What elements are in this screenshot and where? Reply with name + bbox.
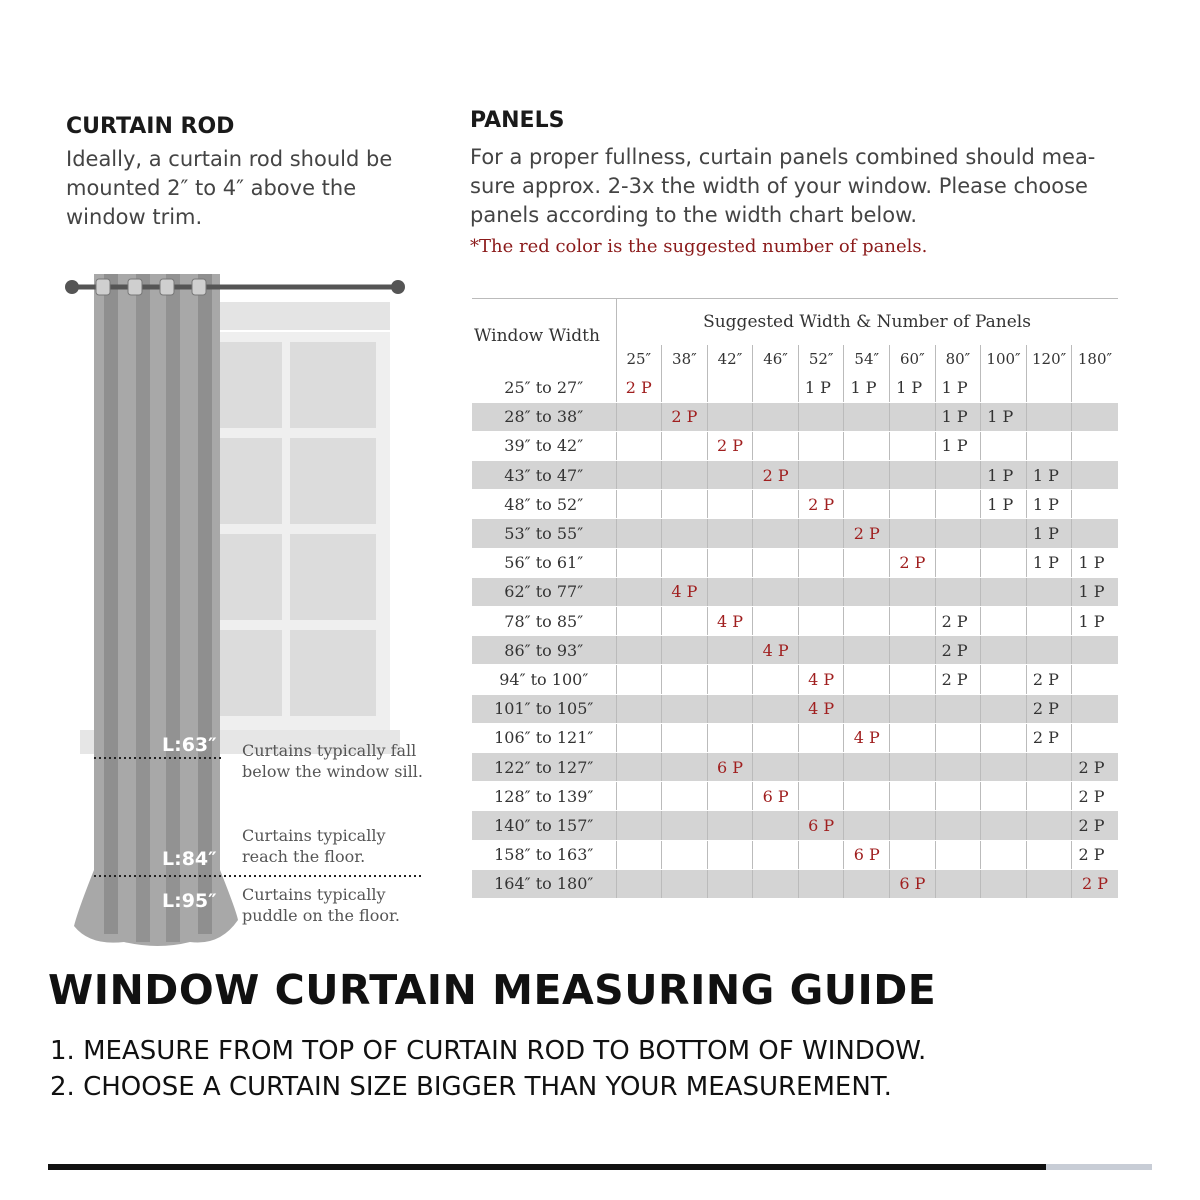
panel-count-cell xyxy=(707,782,753,811)
panel-count-cell: 2 P xyxy=(662,402,708,431)
curtain-rod-heading: CURTAIN ROD xyxy=(66,114,235,139)
panel-count-cell: 2 P xyxy=(935,607,981,636)
panel-count-cell xyxy=(753,607,799,636)
panel-count-cell: 1 P xyxy=(981,402,1027,431)
panel-count-cell: 2 P xyxy=(1026,723,1072,752)
panel-count-cell xyxy=(662,665,708,694)
panel-count-cell xyxy=(753,869,799,898)
panel-count-cell: 4 P xyxy=(707,607,753,636)
panel-count-cell xyxy=(798,461,844,490)
panel-count-cell xyxy=(798,431,844,460)
panel-count-cell xyxy=(981,723,1027,752)
window-width-range: 164″ to 180″ xyxy=(472,869,616,898)
panel-count-cell xyxy=(935,869,981,898)
bottom-rule-accent xyxy=(1046,1164,1152,1170)
panel-count-cell xyxy=(753,752,799,781)
curtain-rod-section xyxy=(66,114,446,232)
panel-count-cell xyxy=(1072,461,1118,490)
panel-count-cell xyxy=(844,752,890,781)
panel-count-cell xyxy=(981,431,1027,460)
panel-count-cell: 2 P xyxy=(1072,811,1118,840)
panel-count-cell xyxy=(753,723,799,752)
panel-count-cell: 1 P xyxy=(1072,577,1118,606)
panel-count-cell xyxy=(662,373,708,402)
panel-count-cell xyxy=(844,607,890,636)
panel-count-cell xyxy=(798,840,844,869)
panels-heading: PANELS xyxy=(470,108,565,133)
panel-count-cell: 4 P xyxy=(798,694,844,723)
panel-count-cell xyxy=(844,577,890,606)
panel-count-cell xyxy=(662,752,708,781)
panel-count-cell xyxy=(798,636,844,665)
guide-step-2: 2. CHOOSE A CURTAIN SIZE BIGGER THAN YOUR MEASUREMENT. xyxy=(50,1072,892,1102)
panel-count-cell: 6 P xyxy=(707,752,753,781)
panel-count-cell xyxy=(662,694,708,723)
panel-count-cell xyxy=(844,811,890,840)
panel-count-cell xyxy=(798,869,844,898)
panel-count-cell xyxy=(844,431,890,460)
guide-title: WINDOW CURTAIN MEASURING GUIDE xyxy=(48,966,937,1014)
panel-count-cell: 4 P xyxy=(662,577,708,606)
panel-count-cell xyxy=(1072,694,1118,723)
table-row xyxy=(472,577,1118,606)
panel-count-cell xyxy=(890,665,936,694)
window-width-range: 128″ to 139″ xyxy=(472,782,616,811)
window-width-range: 43″ to 47″ xyxy=(472,461,616,490)
panel-count-cell xyxy=(753,402,799,431)
panel-count-cell: 4 P xyxy=(844,723,890,752)
panel-count-cell xyxy=(616,840,662,869)
panel-count-cell xyxy=(890,461,936,490)
table-row xyxy=(472,402,1118,431)
panel-count-cell xyxy=(707,402,753,431)
panel-count-cell xyxy=(1026,811,1072,840)
panel-count-cell xyxy=(616,723,662,752)
table-row xyxy=(472,636,1118,665)
panel-width-header: 80″ xyxy=(935,345,981,373)
length-callout-63: Curtains typically fall below the window sill. xyxy=(242,741,423,781)
window-width-range: 62″ to 77″ xyxy=(472,577,616,606)
panel-count-cell xyxy=(935,519,981,548)
suggested-width-header: Suggested Width & Number of Panels xyxy=(616,299,1118,346)
panel-count-cell xyxy=(1026,373,1072,402)
panel-count-cell xyxy=(707,665,753,694)
panel-count-cell: 1 P xyxy=(798,373,844,402)
panels-section xyxy=(470,108,1170,257)
panel-count-cell xyxy=(935,490,981,519)
panel-width-header: 46″ xyxy=(753,345,799,373)
panel-count-cell xyxy=(753,548,799,577)
panel-count-cell xyxy=(1072,519,1118,548)
panel-count-cell xyxy=(662,607,708,636)
panel-count-cell: 2 P xyxy=(1026,665,1072,694)
panel-count-cell xyxy=(981,782,1027,811)
panel-count-cell xyxy=(1072,636,1118,665)
panel-count-cell xyxy=(662,431,708,460)
panel-count-cell xyxy=(890,694,936,723)
table-row xyxy=(472,752,1118,781)
panel-count-cell xyxy=(844,869,890,898)
panel-count-cell xyxy=(707,461,753,490)
panel-count-cell xyxy=(662,519,708,548)
panel-count-cell xyxy=(844,402,890,431)
panel-count-cell: 2 P xyxy=(935,636,981,665)
panel-count-cell xyxy=(662,811,708,840)
panel-width-header: 60″ xyxy=(890,345,936,373)
panel-count-cell: 6 P xyxy=(844,840,890,869)
panel-count-cell xyxy=(707,636,753,665)
panel-count-cell: 1 P xyxy=(844,373,890,402)
panel-count-cell: 2 P xyxy=(707,431,753,460)
table-row xyxy=(472,461,1118,490)
table-row xyxy=(472,607,1118,636)
panel-count-cell xyxy=(1026,402,1072,431)
panel-count-cell: 4 P xyxy=(798,665,844,694)
window-width-range: 158″ to 163″ xyxy=(472,840,616,869)
table-row xyxy=(472,782,1118,811)
window-width-range: 140″ to 157″ xyxy=(472,811,616,840)
panel-count-cell xyxy=(844,694,890,723)
panel-count-cell: 1 P xyxy=(1072,548,1118,577)
panel-count-cell xyxy=(616,577,662,606)
panel-count-cell xyxy=(616,665,662,694)
panel-count-cell xyxy=(753,665,799,694)
panel-count-cell: 1 P xyxy=(935,373,981,402)
panel-count-cell xyxy=(981,665,1027,694)
panel-count-cell xyxy=(798,577,844,606)
panel-count-cell xyxy=(616,431,662,460)
panel-count-cell: 2 P xyxy=(753,461,799,490)
panel-count-cell xyxy=(616,752,662,781)
panel-count-cell xyxy=(1072,373,1118,402)
table-row xyxy=(472,811,1118,840)
window-width-range: 86″ to 93″ xyxy=(472,636,616,665)
panel-count-cell xyxy=(890,431,936,460)
panel-count-cell xyxy=(1026,840,1072,869)
length-label-63: L:63″ xyxy=(162,734,217,756)
panel-count-cell xyxy=(616,519,662,548)
length-callout-84: Curtains typically reach the floor. xyxy=(242,826,386,866)
table-row xyxy=(472,723,1118,752)
panel-count-cell xyxy=(935,752,981,781)
panel-count-cell xyxy=(707,490,753,519)
panel-count-cell xyxy=(1026,607,1072,636)
panel-count-cell xyxy=(1026,431,1072,460)
panel-count-cell xyxy=(844,665,890,694)
panel-count-cell xyxy=(1026,577,1072,606)
panel-count-cell xyxy=(844,636,890,665)
panel-count-cell xyxy=(616,402,662,431)
panel-count-cell: 1 P xyxy=(935,402,981,431)
panel-count-cell xyxy=(753,577,799,606)
guide-step-1: 1. MEASURE FROM TOP OF CURTAIN ROD TO BOTTOM OF WINDOW. xyxy=(50,1036,927,1066)
window-width-range: 28″ to 38″ xyxy=(472,402,616,431)
panel-count-cell xyxy=(844,461,890,490)
panel-count-cell xyxy=(707,577,753,606)
panel-count-cell xyxy=(981,636,1027,665)
window-width-range: 25″ to 27″ xyxy=(472,373,616,402)
panel-count-cell xyxy=(890,402,936,431)
panel-width-header: 120″ xyxy=(1026,345,1072,373)
panel-count-cell xyxy=(616,694,662,723)
suggested-panels-note: *The red color is the suggested number of panels. xyxy=(470,236,928,257)
panel-count-cell xyxy=(935,782,981,811)
window-width-range: 101″ to 105″ xyxy=(472,694,616,723)
panel-count-cell xyxy=(1072,402,1118,431)
panel-count-cell xyxy=(753,811,799,840)
width-chart xyxy=(472,298,1118,899)
panel-count-cell xyxy=(890,840,936,869)
panel-count-cell xyxy=(707,840,753,869)
panel-count-cell: 1 P xyxy=(890,373,936,402)
window-width-range: 78″ to 85″ xyxy=(472,607,616,636)
panel-count-cell xyxy=(798,723,844,752)
panel-count-cell: 1 P xyxy=(1072,607,1118,636)
panel-count-cell xyxy=(616,490,662,519)
length-label-84: L:84″ xyxy=(162,848,217,870)
panel-count-cell xyxy=(1072,431,1118,460)
panel-count-cell xyxy=(707,519,753,548)
window-width-range: 122″ to 127″ xyxy=(472,752,616,781)
panel-count-cell xyxy=(662,723,708,752)
panel-count-cell xyxy=(935,461,981,490)
panel-count-cell xyxy=(890,519,936,548)
panel-width-header: 52″ xyxy=(798,345,844,373)
panel-count-cell xyxy=(890,490,936,519)
panel-count-cell xyxy=(662,636,708,665)
panel-count-cell xyxy=(753,840,799,869)
panel-count-cell: 1 P xyxy=(981,490,1027,519)
panel-count-cell: 1 P xyxy=(1026,519,1072,548)
window-width-range: 39″ to 42″ xyxy=(472,431,616,460)
panel-count-cell xyxy=(616,811,662,840)
panel-count-cell xyxy=(981,811,1027,840)
panel-count-cell: 1 P xyxy=(981,461,1027,490)
panel-count-cell: 1 P xyxy=(935,431,981,460)
table-row xyxy=(472,548,1118,577)
window-width-range: 94″ to 100″ xyxy=(472,665,616,694)
panel-count-cell: 6 P xyxy=(890,869,936,898)
window-width-range: 106″ to 121″ xyxy=(472,723,616,752)
panel-count-cell xyxy=(707,811,753,840)
panel-count-cell xyxy=(935,840,981,869)
panel-count-cell xyxy=(981,869,1027,898)
panel-count-cell xyxy=(1072,723,1118,752)
panel-count-cell xyxy=(981,548,1027,577)
panel-count-cell xyxy=(935,694,981,723)
panel-count-cell xyxy=(616,869,662,898)
window-width-header: Window Width xyxy=(472,299,616,374)
panel-width-header: 38″ xyxy=(662,345,708,373)
panel-count-cell xyxy=(798,607,844,636)
panel-count-cell xyxy=(798,402,844,431)
panel-count-cell xyxy=(662,869,708,898)
panel-count-cell: 2 P xyxy=(935,665,981,694)
panel-count-cell xyxy=(1026,752,1072,781)
panel-count-cell xyxy=(753,694,799,723)
table-body xyxy=(472,373,1118,898)
table-row xyxy=(472,431,1118,460)
table-row xyxy=(472,869,1118,898)
panel-count-cell xyxy=(1072,490,1118,519)
panel-count-cell xyxy=(616,636,662,665)
length-label-95: L:95″ xyxy=(162,890,217,912)
panel-count-cell xyxy=(890,723,936,752)
panel-width-header: 42″ xyxy=(707,345,753,373)
panel-count-cell: 2 P xyxy=(1072,840,1118,869)
panel-count-cell xyxy=(981,840,1027,869)
panel-count-cell xyxy=(662,461,708,490)
panel-count-cell: 2 P xyxy=(1026,694,1072,723)
panel-count-cell xyxy=(1026,636,1072,665)
panel-count-cell xyxy=(890,577,936,606)
panel-count-cell xyxy=(798,548,844,577)
panel-count-cell xyxy=(662,782,708,811)
panel-count-cell xyxy=(844,548,890,577)
panel-count-cell xyxy=(844,490,890,519)
panel-width-header: 180″ xyxy=(1072,345,1118,373)
table-row xyxy=(472,490,1118,519)
panel-count-cell xyxy=(753,431,799,460)
panel-count-cell xyxy=(1026,869,1072,898)
panel-count-cell: 1 P xyxy=(1026,490,1072,519)
window-width-range: 56″ to 61″ xyxy=(472,548,616,577)
panel-count-cell: 2 P xyxy=(1072,869,1118,898)
panel-count-cell xyxy=(753,490,799,519)
panel-count-cell xyxy=(890,752,936,781)
panel-count-cell xyxy=(890,607,936,636)
curtain-rod-description: Ideally, a curtain rod should be mounted 2″ to 4″ above the window trim. xyxy=(66,147,393,229)
panel-count-cell xyxy=(935,577,981,606)
panel-count-cell xyxy=(890,811,936,840)
panel-count-cell xyxy=(981,519,1027,548)
panel-count-cell xyxy=(935,548,981,577)
panel-count-cell xyxy=(662,840,708,869)
table-row xyxy=(472,373,1118,402)
panel-count-cell xyxy=(935,723,981,752)
panel-count-cell: 2 P xyxy=(616,373,662,402)
table-row xyxy=(472,694,1118,723)
panel-count-cell xyxy=(616,607,662,636)
panel-count-cell: 6 P xyxy=(753,782,799,811)
panel-count-cell xyxy=(890,782,936,811)
panel-count-cell: 1 P xyxy=(1026,461,1072,490)
panel-width-header: 54″ xyxy=(844,345,890,373)
length-callout-95: Curtains typically puddle on the floor. xyxy=(242,885,400,925)
panel-count-cell: 2 P xyxy=(844,519,890,548)
panel-count-cell xyxy=(981,373,1027,402)
window-width-range: 48″ to 52″ xyxy=(472,490,616,519)
panel-count-cell: 2 P xyxy=(798,490,844,519)
panel-count-cell xyxy=(707,723,753,752)
panel-count-cell: 6 P xyxy=(798,811,844,840)
panel-count-cell xyxy=(707,373,753,402)
panel-count-cell xyxy=(616,782,662,811)
panel-count-cell xyxy=(981,607,1027,636)
panel-count-cell xyxy=(981,752,1027,781)
panel-width-header: 25″ xyxy=(616,345,662,373)
table-row xyxy=(472,665,1118,694)
panel-count-cell: 2 P xyxy=(1072,782,1118,811)
panels-description: For a proper fullness, curtain panels combined should mea- sure approx. 2-3x the width of your window. Please choose panels according to the width chart below. xyxy=(470,145,1096,227)
panel-count-cell xyxy=(662,548,708,577)
panel-count-cell: 1 P xyxy=(1026,548,1072,577)
panel-count-cell xyxy=(707,548,753,577)
table-row xyxy=(472,840,1118,869)
panel-count-cell xyxy=(616,548,662,577)
panel-count-cell xyxy=(616,461,662,490)
panel-count-cell xyxy=(890,636,936,665)
panel-count-cell: 4 P xyxy=(753,636,799,665)
width-table xyxy=(472,298,1118,899)
panel-count-cell xyxy=(981,577,1027,606)
panel-count-cell xyxy=(844,782,890,811)
window-width-range: 53″ to 55″ xyxy=(472,519,616,548)
panel-count-cell xyxy=(798,752,844,781)
panel-count-cell xyxy=(981,694,1027,723)
panel-count-cell xyxy=(798,519,844,548)
panel-count-cell: 2 P xyxy=(1072,752,1118,781)
panel-count-cell xyxy=(1072,665,1118,694)
panel-count-cell xyxy=(753,373,799,402)
panel-count-cell xyxy=(798,782,844,811)
panel-count-cell xyxy=(707,869,753,898)
bottom-rule xyxy=(48,1164,1046,1170)
panel-count-cell: 2 P xyxy=(890,548,936,577)
panel-width-header: 100″ xyxy=(981,345,1027,373)
panel-count-cell xyxy=(707,694,753,723)
panel-count-cell xyxy=(1026,782,1072,811)
panel-count-cell xyxy=(935,811,981,840)
panel-count-cell xyxy=(753,519,799,548)
table-row xyxy=(472,519,1118,548)
panel-count-cell xyxy=(662,490,708,519)
curtain-panel xyxy=(74,274,238,946)
